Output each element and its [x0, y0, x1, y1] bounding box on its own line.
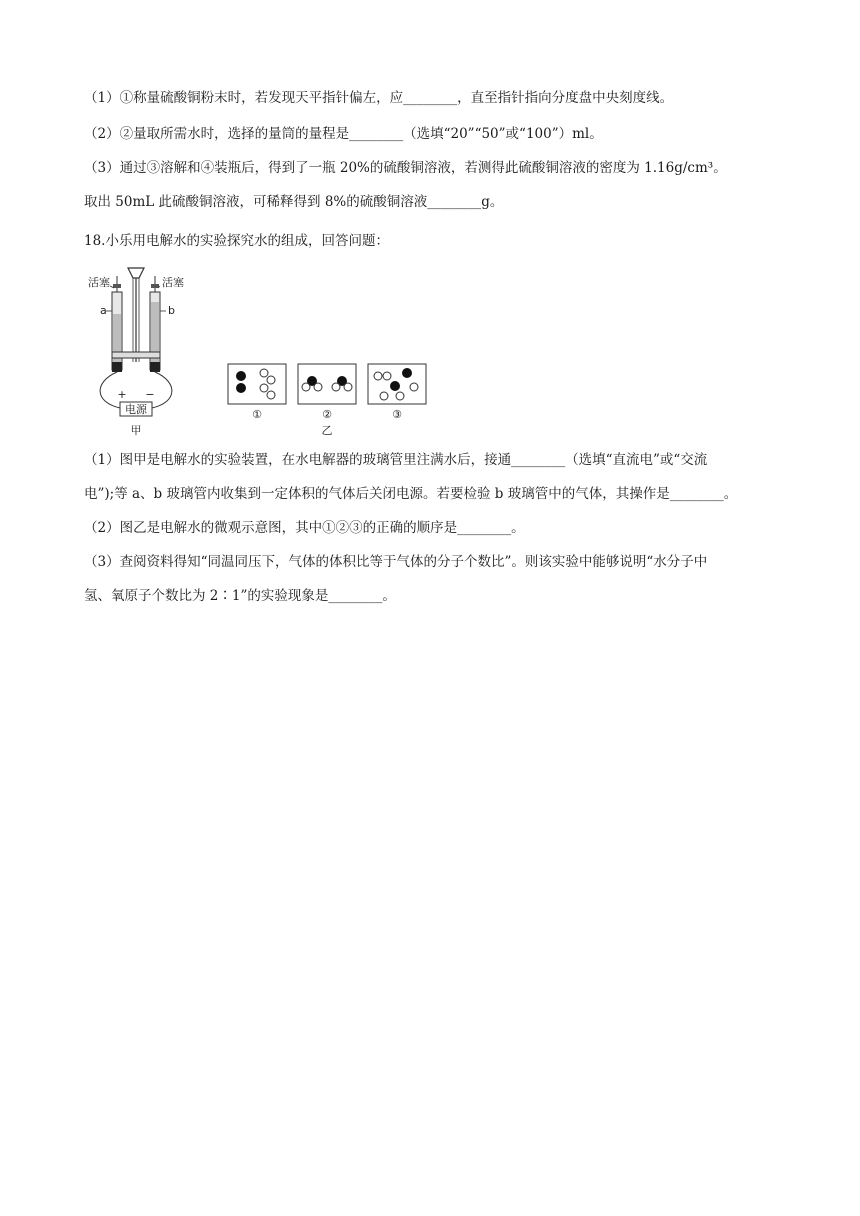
figure-yi-label: 乙	[321, 424, 333, 437]
micro-box-1	[228, 364, 286, 404]
electrolysis-figure	[84, 262, 444, 442]
power-label: 电源	[125, 403, 147, 416]
stopcock-left-label: 活塞	[88, 276, 110, 289]
stopcock-right	[151, 284, 159, 288]
q17-part2: （2）②量取所需水时，选择的量筒的量程是________（选填“20”“50”或“100”）ml。	[84, 126, 603, 142]
tube-a-label: a	[100, 304, 107, 317]
box-3-label: ③	[392, 408, 402, 421]
q18-part2: （2）图乙是电解水的微观示意图，其中①②③的正确的顺序是________。	[84, 520, 525, 536]
box-2-label: ②	[322, 408, 332, 421]
stopcock-right-label: 活塞	[162, 276, 184, 289]
electrode-left	[112, 362, 122, 372]
figure-jia-label: 甲	[130, 424, 142, 437]
electrolysis-diagram	[84, 262, 444, 442]
q17-part3-cont: 取出 50mL 此硫酸铜溶液，可稀释得到 8%的硫酸铜溶液________g。	[84, 194, 504, 210]
plus-sign: +	[117, 388, 127, 401]
electrode-right	[150, 362, 160, 372]
q17-part3: （3）通过③溶解和④装瓶后，得到了一瓶 20%的硫酸铜溶液，若测得此硫酸铜溶液的密度为 1.16g/cm³。	[84, 160, 727, 176]
q18-part1-cont: 电”);等 a、b 玻璃管内收集到一定体积的气体后关闭电源。若要检验 b 玻璃管中的气体，其操作是________。	[84, 486, 738, 502]
minus-sign: −	[145, 388, 155, 401]
q18-title: 18.小乐用电解水的实验探究水的组成，回答问题：	[84, 233, 389, 249]
q18-part3-cont: 氢、氧原子个数比为 2∶1”的实验现象是________。	[84, 588, 396, 604]
box-1-label: ①	[252, 408, 262, 421]
funnel	[128, 268, 144, 278]
tube-b-label: b	[168, 304, 175, 317]
q17-part1: （1）①称量硫酸铜粉末时，若发现天平指针偏左，应________，直至指针指向分度盘中央刻度线。	[84, 90, 674, 106]
q18-part1: （1）图甲是电解水的实验装置，在水电解器的玻璃管里注满水后，接通________（选填“直流电”或“交流	[84, 452, 708, 468]
q18-part3: （3）查阅资料得知“同温同压下，气体的体积比等于气体的分子个数比”。则该实验中能够说明“水分子中	[84, 554, 708, 570]
stopcock-left	[113, 284, 121, 288]
